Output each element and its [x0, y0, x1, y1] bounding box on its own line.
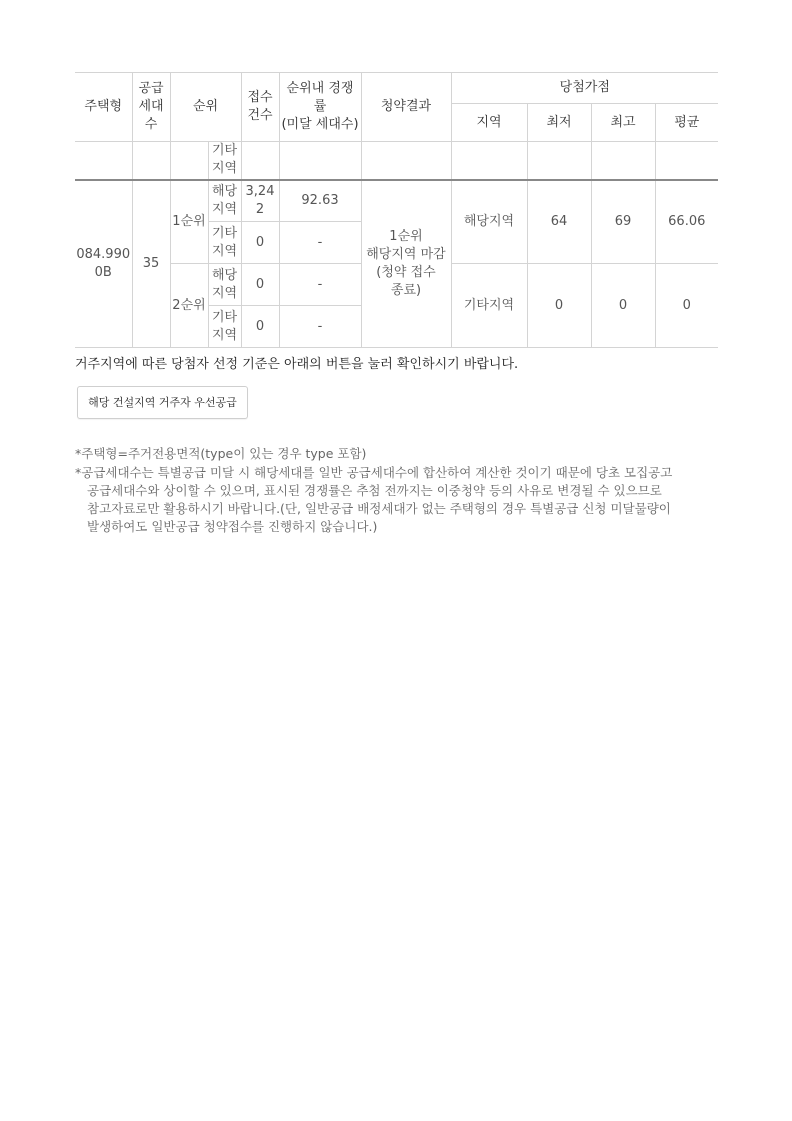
rank-region-cell: 해당지역: [208, 180, 241, 222]
score-region-cell: 해당지역: [451, 180, 527, 264]
footnote-supply-cont: 발생하여도 일반공급 청약접수를 진행하지 않습니다.): [87, 519, 378, 534]
footnotes: [75, 445, 672, 536]
competition-cell: -: [279, 264, 361, 306]
score-avg-cell: 66.06: [655, 180, 718, 264]
applicants-cell: 0: [241, 306, 279, 348]
competition-table: [75, 72, 718, 348]
rank-region-cell: 기타지역: [208, 306, 241, 348]
header-avg: 평균: [655, 104, 718, 142]
header-applicants: 접수건수: [241, 73, 279, 142]
result-line: (청약 접수: [376, 264, 436, 280]
rank-cell: 2순위: [170, 264, 208, 348]
score-max-cell: 69: [591, 180, 655, 264]
table-row: [75, 180, 718, 222]
housing-type-cell: 084.9900B: [75, 180, 132, 348]
header-spacer: [591, 142, 655, 180]
applicants-cell: 0: [241, 264, 279, 306]
result-line: 1순위: [389, 228, 423, 244]
competition-cell: -: [279, 222, 361, 264]
selection-criteria-notice: 거주지역에 따른 당첨자 선정 기준은 아래의 버튼을 눌러 확인하시기 바랍니다.: [75, 357, 519, 372]
score-avg-cell: 0: [655, 264, 718, 348]
header-spacer: [279, 142, 361, 180]
footnote-supply-cont: 참고자료로만 활용하시기 바랍니다.(단, 일반공급 배정세대가 없는 주택형의 경우 특별공급 신청 미달물량이: [87, 501, 671, 516]
supply-households-cell: 35: [132, 180, 170, 348]
score-min-cell: 64: [527, 180, 591, 264]
header-competition: [279, 73, 361, 142]
header-spacer: [170, 142, 208, 180]
header-min: 최저: [527, 104, 591, 142]
header-spacer: [361, 142, 451, 180]
header-spacer: [655, 142, 718, 180]
result-line: 종료): [390, 282, 422, 298]
header-spacer: [241, 142, 279, 180]
applicants-cell: 0: [241, 222, 279, 264]
header-competition-sub: (미달 세대수): [281, 117, 359, 132]
competition-table-section: [75, 72, 718, 348]
header-hidden-region: 기타지역: [208, 142, 241, 180]
header-competition-label: 순위내 경쟁률: [286, 81, 354, 114]
rank-region-cell: 기타지역: [208, 222, 241, 264]
footnote-supply: *공급세대수는 특별공급 미달 시 해당세대를 일반 공급세대수에 합산하여 계산한 것이기 때문에 당초 모집공고: [75, 465, 673, 480]
header-winning-score: 당첨가점: [451, 73, 718, 104]
result-line: 해당지역 마감: [366, 246, 446, 262]
score-max-cell: 0: [591, 264, 655, 348]
header-spacer: [75, 142, 132, 180]
header-spacer: [451, 142, 527, 180]
header-spacer: [527, 142, 591, 180]
result-cell: [361, 180, 451, 348]
header-max: 최고: [591, 104, 655, 142]
competition-cell: -: [279, 306, 361, 348]
header-spacer: [132, 142, 170, 180]
footnote-supply-cont: 공급세대수와 상이할 수 있으며, 표시된 경쟁률은 추첨 전까지는 이중청약 등의 사유로 변경될 수 있으므로: [87, 483, 662, 498]
header-housing-type: 주택형: [75, 73, 132, 142]
competition-cell: 92.63: [279, 180, 361, 222]
header-supply-households: 공급세대수: [132, 73, 170, 142]
score-region-cell: 기타지역: [451, 264, 527, 348]
footnote-housing-type: *주택형=주거전용면적(type이 있는 경우 type 포함): [75, 446, 367, 461]
header-result: 청약결과: [361, 73, 451, 142]
applicants-cell: 3,242: [241, 180, 279, 222]
rank-cell: 1순위: [170, 180, 208, 264]
priority-supply-button[interactable]: 해당 건설지역 거주자 우선공급: [77, 386, 248, 419]
rank-region-cell: 해당지역: [208, 264, 241, 306]
score-min-cell: 0: [527, 264, 591, 348]
header-rank: 순위: [170, 73, 241, 142]
header-region: 지역: [451, 104, 527, 142]
